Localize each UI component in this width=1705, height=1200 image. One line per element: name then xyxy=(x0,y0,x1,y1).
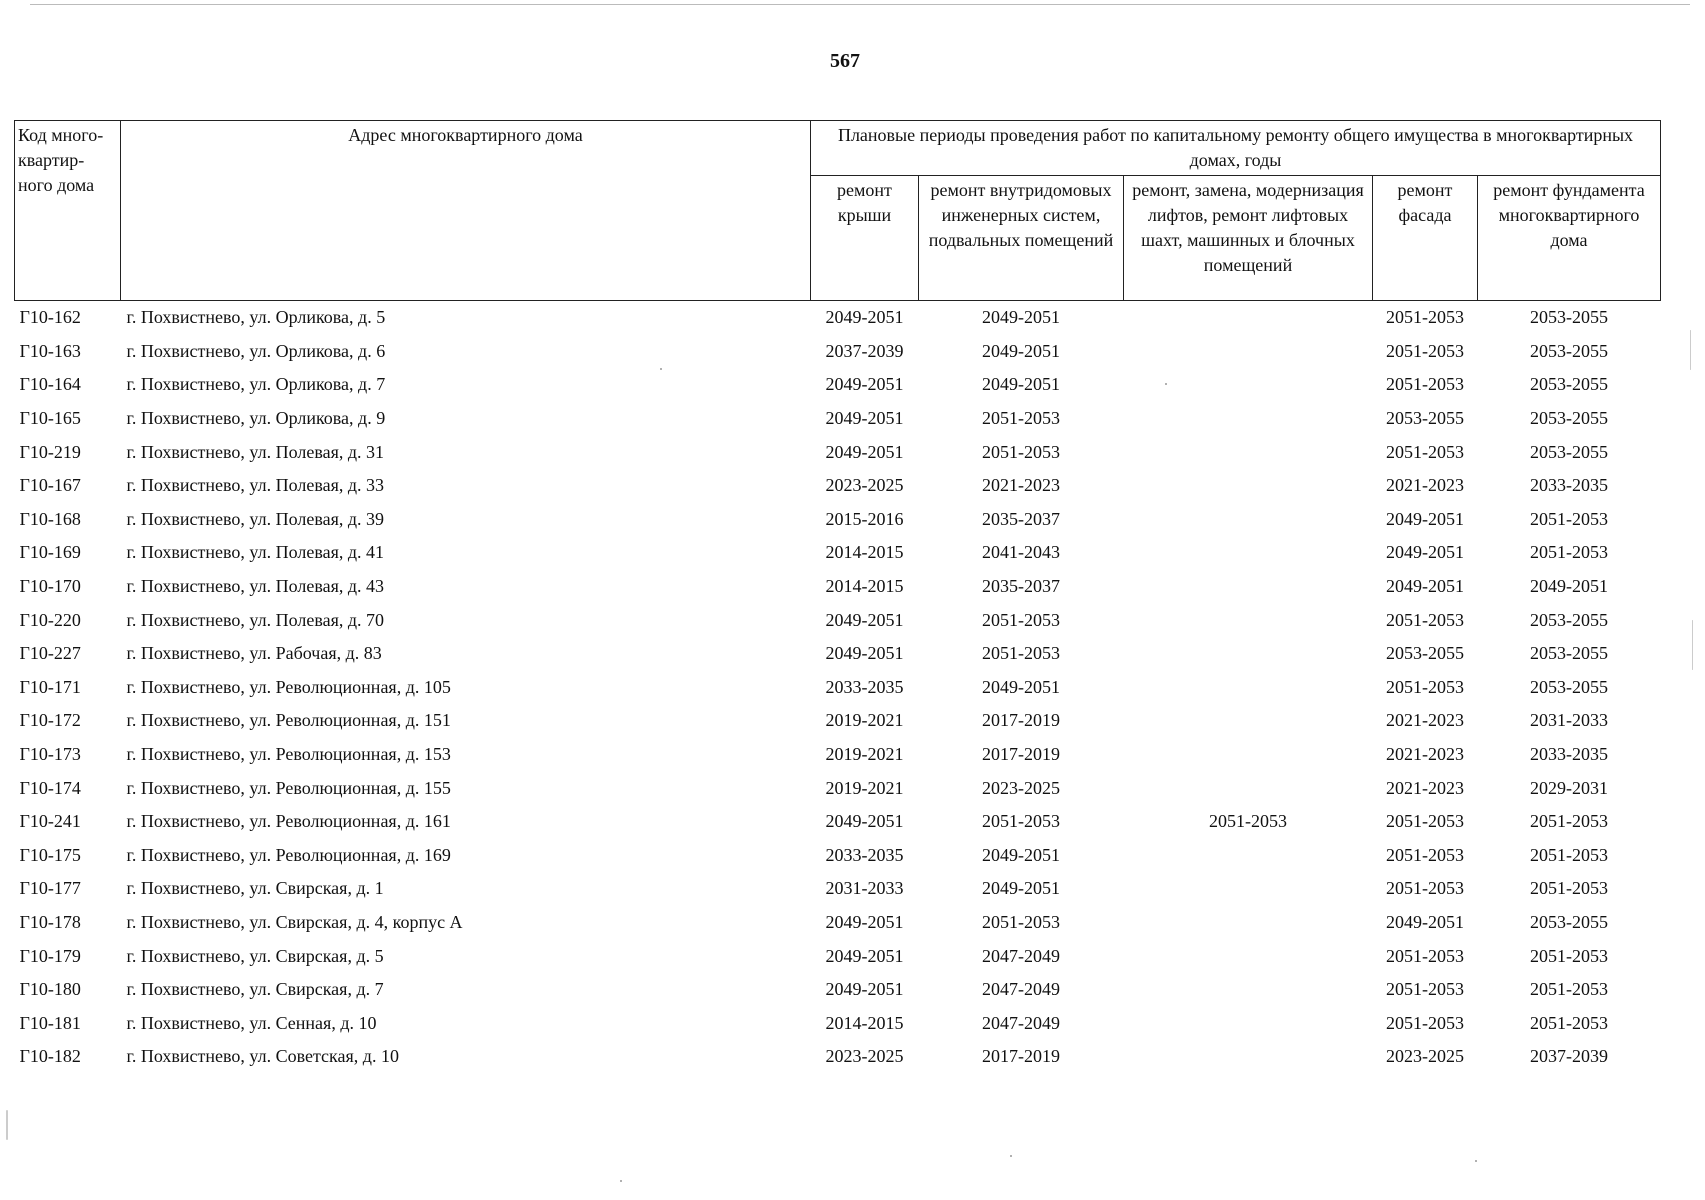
cell-address: г. Похвистнево, ул. Полевая, д. 43 xyxy=(126,576,385,597)
cell-lifts xyxy=(1124,503,1373,537)
table-row xyxy=(15,939,1661,973)
header-address: Адрес многоквартирного дома xyxy=(121,121,811,301)
cell-code: Г10-241 xyxy=(19,811,81,832)
cell-foundation: 2053-2055 xyxy=(1530,340,1608,361)
cell-foundation: 2053-2055 xyxy=(1530,609,1608,630)
cell-roof: 2019-2021 xyxy=(825,777,904,798)
cell-roof: 2049-2051 xyxy=(825,374,904,395)
cell-foundation: 2051-2053 xyxy=(1530,844,1608,865)
cell-foundation: 2053-2055 xyxy=(1530,408,1608,429)
cell-code: Г10-165 xyxy=(19,408,81,429)
cell-address: г. Похвистнево, ул. Полевая, д. 41 xyxy=(126,542,385,563)
cell-systems: 2051-2053 xyxy=(982,643,1060,664)
cell-lifts: 2051-2053 xyxy=(1209,811,1287,832)
cell-address: г. Похвистнево, ул. Революционная, д. 169 xyxy=(126,844,451,865)
cell-code: Г10-162 xyxy=(19,307,81,328)
cell-foundation: 2053-2055 xyxy=(1530,441,1608,462)
cell-foundation: 2037-2039 xyxy=(1530,1046,1608,1067)
cell-code: Г10-220 xyxy=(19,609,81,630)
cell-roof: 2014-2015 xyxy=(825,1012,904,1033)
cell-systems: 2051-2053 xyxy=(982,441,1060,462)
cell-facade: 2023-2025 xyxy=(1386,1046,1464,1067)
cell-facade: 2051-2053 xyxy=(1386,441,1464,462)
cell-code: Г10-177 xyxy=(19,878,81,899)
cell-lifts xyxy=(1124,570,1373,604)
cell-code: Г10-178 xyxy=(19,911,81,932)
scan-edge-mark xyxy=(1692,620,1693,670)
table-row xyxy=(15,435,1661,469)
capital-repair-table xyxy=(14,120,1661,1074)
header-lifts: ремонт, замена, модернизация лифтов, ремонт лифтовых шахт, машинных и блочных помещений xyxy=(1124,176,1373,301)
cell-systems: 2049-2051 xyxy=(982,374,1060,395)
cell-code: Г10-169 xyxy=(19,542,81,563)
table-row xyxy=(15,973,1661,1007)
cell-code: Г10-179 xyxy=(19,945,81,966)
cell-facade: 2051-2053 xyxy=(1386,945,1464,966)
cell-foundation: 2053-2055 xyxy=(1530,643,1608,664)
table-row xyxy=(15,906,1661,940)
cell-foundation: 2033-2035 xyxy=(1530,475,1608,496)
cell-code: Г10-172 xyxy=(19,710,81,731)
cell-systems: 2049-2051 xyxy=(982,676,1060,697)
cell-lifts xyxy=(1124,973,1373,1007)
table-row xyxy=(15,368,1661,402)
cell-code: Г10-174 xyxy=(19,777,81,798)
cell-roof: 2049-2051 xyxy=(825,643,904,664)
cell-foundation: 2051-2053 xyxy=(1530,945,1608,966)
scan-speck xyxy=(1010,1155,1012,1157)
cell-foundation: 2051-2053 xyxy=(1530,878,1608,899)
cell-roof: 2049-2051 xyxy=(825,979,904,1000)
cell-roof: 2023-2025 xyxy=(825,1046,904,1067)
cell-facade: 2051-2053 xyxy=(1386,811,1464,832)
cell-facade: 2051-2053 xyxy=(1386,676,1464,697)
table-row xyxy=(15,469,1661,503)
cell-roof: 2049-2051 xyxy=(825,911,904,932)
cell-roof: 2019-2021 xyxy=(825,744,904,765)
cell-roof: 2015-2016 xyxy=(825,508,904,529)
cell-systems: 2051-2053 xyxy=(982,408,1060,429)
cell-code: Г10-180 xyxy=(19,979,81,1000)
header-roof: ремонт крыши xyxy=(811,176,919,301)
cell-facade: 2051-2053 xyxy=(1386,878,1464,899)
cell-address: г. Похвистнево, ул. Полевая, д. 70 xyxy=(126,609,385,630)
cell-systems: 2049-2051 xyxy=(982,878,1060,899)
cell-facade: 2021-2023 xyxy=(1386,710,1464,731)
table-row xyxy=(15,536,1661,570)
header-facade: ремонт фасада xyxy=(1373,176,1478,301)
cell-roof: 2014-2015 xyxy=(825,576,904,597)
cell-facade: 2051-2053 xyxy=(1386,1012,1464,1033)
cell-code: Г10-163 xyxy=(19,340,81,361)
cell-foundation: 2051-2053 xyxy=(1530,979,1608,1000)
header-systems: ремонт внутридомовых инженерных систем, подвальных помещений xyxy=(919,176,1124,301)
cell-address: г. Похвистнево, ул. Орликова, д. 7 xyxy=(126,374,386,395)
cell-systems: 2049-2051 xyxy=(982,340,1060,361)
header-code: Код много- квартир- ного дома xyxy=(15,121,121,301)
cell-systems: 2041-2043 xyxy=(982,542,1060,563)
cell-lifts xyxy=(1124,906,1373,940)
cell-code: Г10-175 xyxy=(19,844,81,865)
cell-roof: 2023-2025 xyxy=(825,475,904,496)
cell-roof: 2049-2051 xyxy=(825,307,904,328)
cell-roof: 2033-2035 xyxy=(825,844,904,865)
table-row xyxy=(15,805,1661,839)
table-row xyxy=(15,839,1661,873)
cell-facade: 2051-2053 xyxy=(1386,979,1464,1000)
cell-address: г. Похвистнево, ул. Революционная, д. 161 xyxy=(126,811,451,832)
scan-speck xyxy=(620,1180,622,1182)
cell-lifts xyxy=(1124,637,1373,671)
cell-roof: 2049-2051 xyxy=(825,609,904,630)
cell-foundation: 2051-2053 xyxy=(1530,811,1608,832)
cell-address: г. Похвистнево, ул. Свирская, д. 4, корпус А xyxy=(126,911,463,932)
cell-roof: 2033-2035 xyxy=(825,676,904,697)
cell-facade: 2053-2055 xyxy=(1386,408,1464,429)
cell-address: г. Похвистнево, ул. Орликова, д. 5 xyxy=(126,307,386,328)
cell-facade: 2051-2053 xyxy=(1386,609,1464,630)
cell-systems: 2047-2049 xyxy=(982,1012,1060,1033)
cell-facade: 2049-2051 xyxy=(1386,542,1464,563)
cell-facade: 2049-2051 xyxy=(1386,508,1464,529)
cell-systems: 2035-2037 xyxy=(982,508,1060,529)
cell-code: Г10-227 xyxy=(19,643,81,664)
table-row xyxy=(15,570,1661,604)
cell-lifts xyxy=(1124,839,1373,873)
cell-facade: 2021-2023 xyxy=(1386,777,1464,798)
cell-systems: 2051-2053 xyxy=(982,609,1060,630)
scan-speck xyxy=(1165,383,1167,385)
cell-address: г. Похвистнево, ул. Свирская, д. 1 xyxy=(126,878,384,899)
cell-address: г. Похвистнево, ул. Полевая, д. 39 xyxy=(126,508,385,529)
cell-facade: 2053-2055 xyxy=(1386,643,1464,664)
cell-address: г. Похвистнево, ул. Полевая, д. 31 xyxy=(126,441,385,462)
table-row xyxy=(15,503,1661,537)
cell-systems: 2047-2049 xyxy=(982,979,1060,1000)
header-foundation: ремонт фундамента многоквартирного дома xyxy=(1478,176,1661,301)
cell-lifts xyxy=(1124,939,1373,973)
cell-foundation: 2053-2055 xyxy=(1530,374,1608,395)
cell-code: Г10-168 xyxy=(19,508,81,529)
cell-systems: 2035-2037 xyxy=(982,576,1060,597)
table-row xyxy=(15,872,1661,906)
cell-code: Г10-182 xyxy=(19,1046,81,1067)
table-header xyxy=(15,121,1661,301)
cell-foundation: 2053-2055 xyxy=(1530,911,1608,932)
table-row xyxy=(15,335,1661,369)
table-row xyxy=(15,771,1661,805)
table-row xyxy=(15,704,1661,738)
scan-edge-mark xyxy=(6,1110,8,1140)
cell-code: Г10-173 xyxy=(19,744,81,765)
cell-facade: 2051-2053 xyxy=(1386,374,1464,395)
cell-systems: 2021-2023 xyxy=(982,475,1060,496)
cell-foundation: 2051-2053 xyxy=(1530,542,1608,563)
cell-foundation: 2049-2051 xyxy=(1530,576,1608,597)
cell-roof: 2037-2039 xyxy=(825,340,904,361)
cell-lifts xyxy=(1124,368,1373,402)
cell-code: Г10-164 xyxy=(19,374,81,395)
cell-lifts xyxy=(1124,603,1373,637)
cell-foundation: 2029-2031 xyxy=(1530,777,1608,798)
table-body xyxy=(15,301,1661,1074)
cell-lifts xyxy=(1124,536,1373,570)
cell-lifts xyxy=(1124,335,1373,369)
cell-address: г. Похвистнево, ул. Свирская, д. 5 xyxy=(126,945,384,966)
cell-systems: 2049-2051 xyxy=(982,307,1060,328)
cell-code: Г10-219 xyxy=(19,441,81,462)
header-periods: Плановые периоды проведения работ по капитальному ремонту общего имущества в многоквартирных домах, годы xyxy=(811,121,1661,176)
cell-code: Г10-167 xyxy=(19,475,81,496)
cell-lifts xyxy=(1124,671,1373,705)
cell-facade: 2049-2051 xyxy=(1386,576,1464,597)
cell-facade: 2051-2053 xyxy=(1386,307,1464,328)
table-row xyxy=(15,402,1661,436)
table-row xyxy=(15,301,1661,335)
cell-lifts xyxy=(1124,704,1373,738)
table-row xyxy=(15,671,1661,705)
cell-roof: 2049-2051 xyxy=(825,811,904,832)
cell-address: г. Похвистнево, ул. Революционная, д. 105 xyxy=(126,676,451,697)
scan-edge-mark xyxy=(1690,330,1691,370)
cell-address: г. Похвистнево, ул. Полевая, д. 33 xyxy=(126,475,385,496)
cell-lifts xyxy=(1124,301,1373,335)
cell-lifts xyxy=(1124,738,1373,772)
cell-code: Г10-181 xyxy=(19,1012,81,1033)
cell-lifts xyxy=(1124,872,1373,906)
cell-address: г. Похвистнево, ул. Революционная, д. 153 xyxy=(126,744,451,765)
cell-lifts xyxy=(1124,469,1373,503)
cell-roof: 2049-2051 xyxy=(825,441,904,462)
cell-roof: 2014-2015 xyxy=(825,542,904,563)
scan-speck xyxy=(660,368,662,370)
scan-speck xyxy=(1475,1160,1477,1162)
cell-address: г. Похвистнево, ул. Сенная, д. 10 xyxy=(126,1012,377,1033)
cell-facade: 2021-2023 xyxy=(1386,475,1464,496)
cell-foundation: 2051-2053 xyxy=(1530,508,1608,529)
cell-address: г. Похвистнево, ул. Революционная, д. 155 xyxy=(126,777,451,798)
cell-foundation: 2053-2055 xyxy=(1530,307,1608,328)
cell-systems: 2017-2019 xyxy=(982,1046,1060,1067)
cell-systems: 2017-2019 xyxy=(982,744,1060,765)
cell-address: г. Похвистнево, ул. Свирская, д. 7 xyxy=(126,979,384,1000)
cell-foundation: 2031-2033 xyxy=(1530,710,1608,731)
cell-code: Г10-171 xyxy=(19,676,81,697)
cell-facade: 2049-2051 xyxy=(1386,911,1464,932)
cell-roof: 2049-2051 xyxy=(825,945,904,966)
cell-lifts xyxy=(1124,402,1373,436)
cell-address: г. Похвистнево, ул. Рабочая, д. 83 xyxy=(126,643,382,664)
cell-foundation: 2051-2053 xyxy=(1530,1012,1608,1033)
cell-systems: 2017-2019 xyxy=(982,710,1060,731)
page-number: 567 xyxy=(830,50,860,72)
cell-roof: 2031-2033 xyxy=(825,878,904,899)
cell-systems: 2049-2051 xyxy=(982,844,1060,865)
cell-roof: 2019-2021 xyxy=(825,710,904,731)
cell-foundation: 2053-2055 xyxy=(1530,676,1608,697)
cell-facade: 2051-2053 xyxy=(1386,340,1464,361)
cell-address: г. Похвистнево, ул. Советская, д. 10 xyxy=(126,1046,399,1067)
cell-foundation: 2033-2035 xyxy=(1530,744,1608,765)
cell-lifts xyxy=(1124,771,1373,805)
cell-facade: 2051-2053 xyxy=(1386,844,1464,865)
cell-address: г. Похвистнево, ул. Орликова, д. 9 xyxy=(126,408,386,429)
cell-systems: 2051-2053 xyxy=(982,911,1060,932)
top-border-line xyxy=(30,4,1690,5)
cell-systems: 2023-2025 xyxy=(982,777,1060,798)
cell-systems: 2047-2049 xyxy=(982,945,1060,966)
cell-address: г. Похвистнево, ул. Орликова, д. 6 xyxy=(126,340,386,361)
cell-lifts xyxy=(1124,1006,1373,1040)
table-row xyxy=(15,1006,1661,1040)
table-row xyxy=(15,603,1661,637)
cell-lifts xyxy=(1124,435,1373,469)
cell-code: Г10-170 xyxy=(19,576,81,597)
cell-address: г. Похвистнево, ул. Революционная, д. 151 xyxy=(126,710,451,731)
cell-systems: 2051-2053 xyxy=(982,811,1060,832)
cell-lifts xyxy=(1124,1040,1373,1074)
table-row xyxy=(15,1040,1661,1074)
table-row xyxy=(15,637,1661,671)
cell-roof: 2049-2051 xyxy=(825,408,904,429)
cell-facade: 2021-2023 xyxy=(1386,744,1464,765)
table-row xyxy=(15,738,1661,772)
